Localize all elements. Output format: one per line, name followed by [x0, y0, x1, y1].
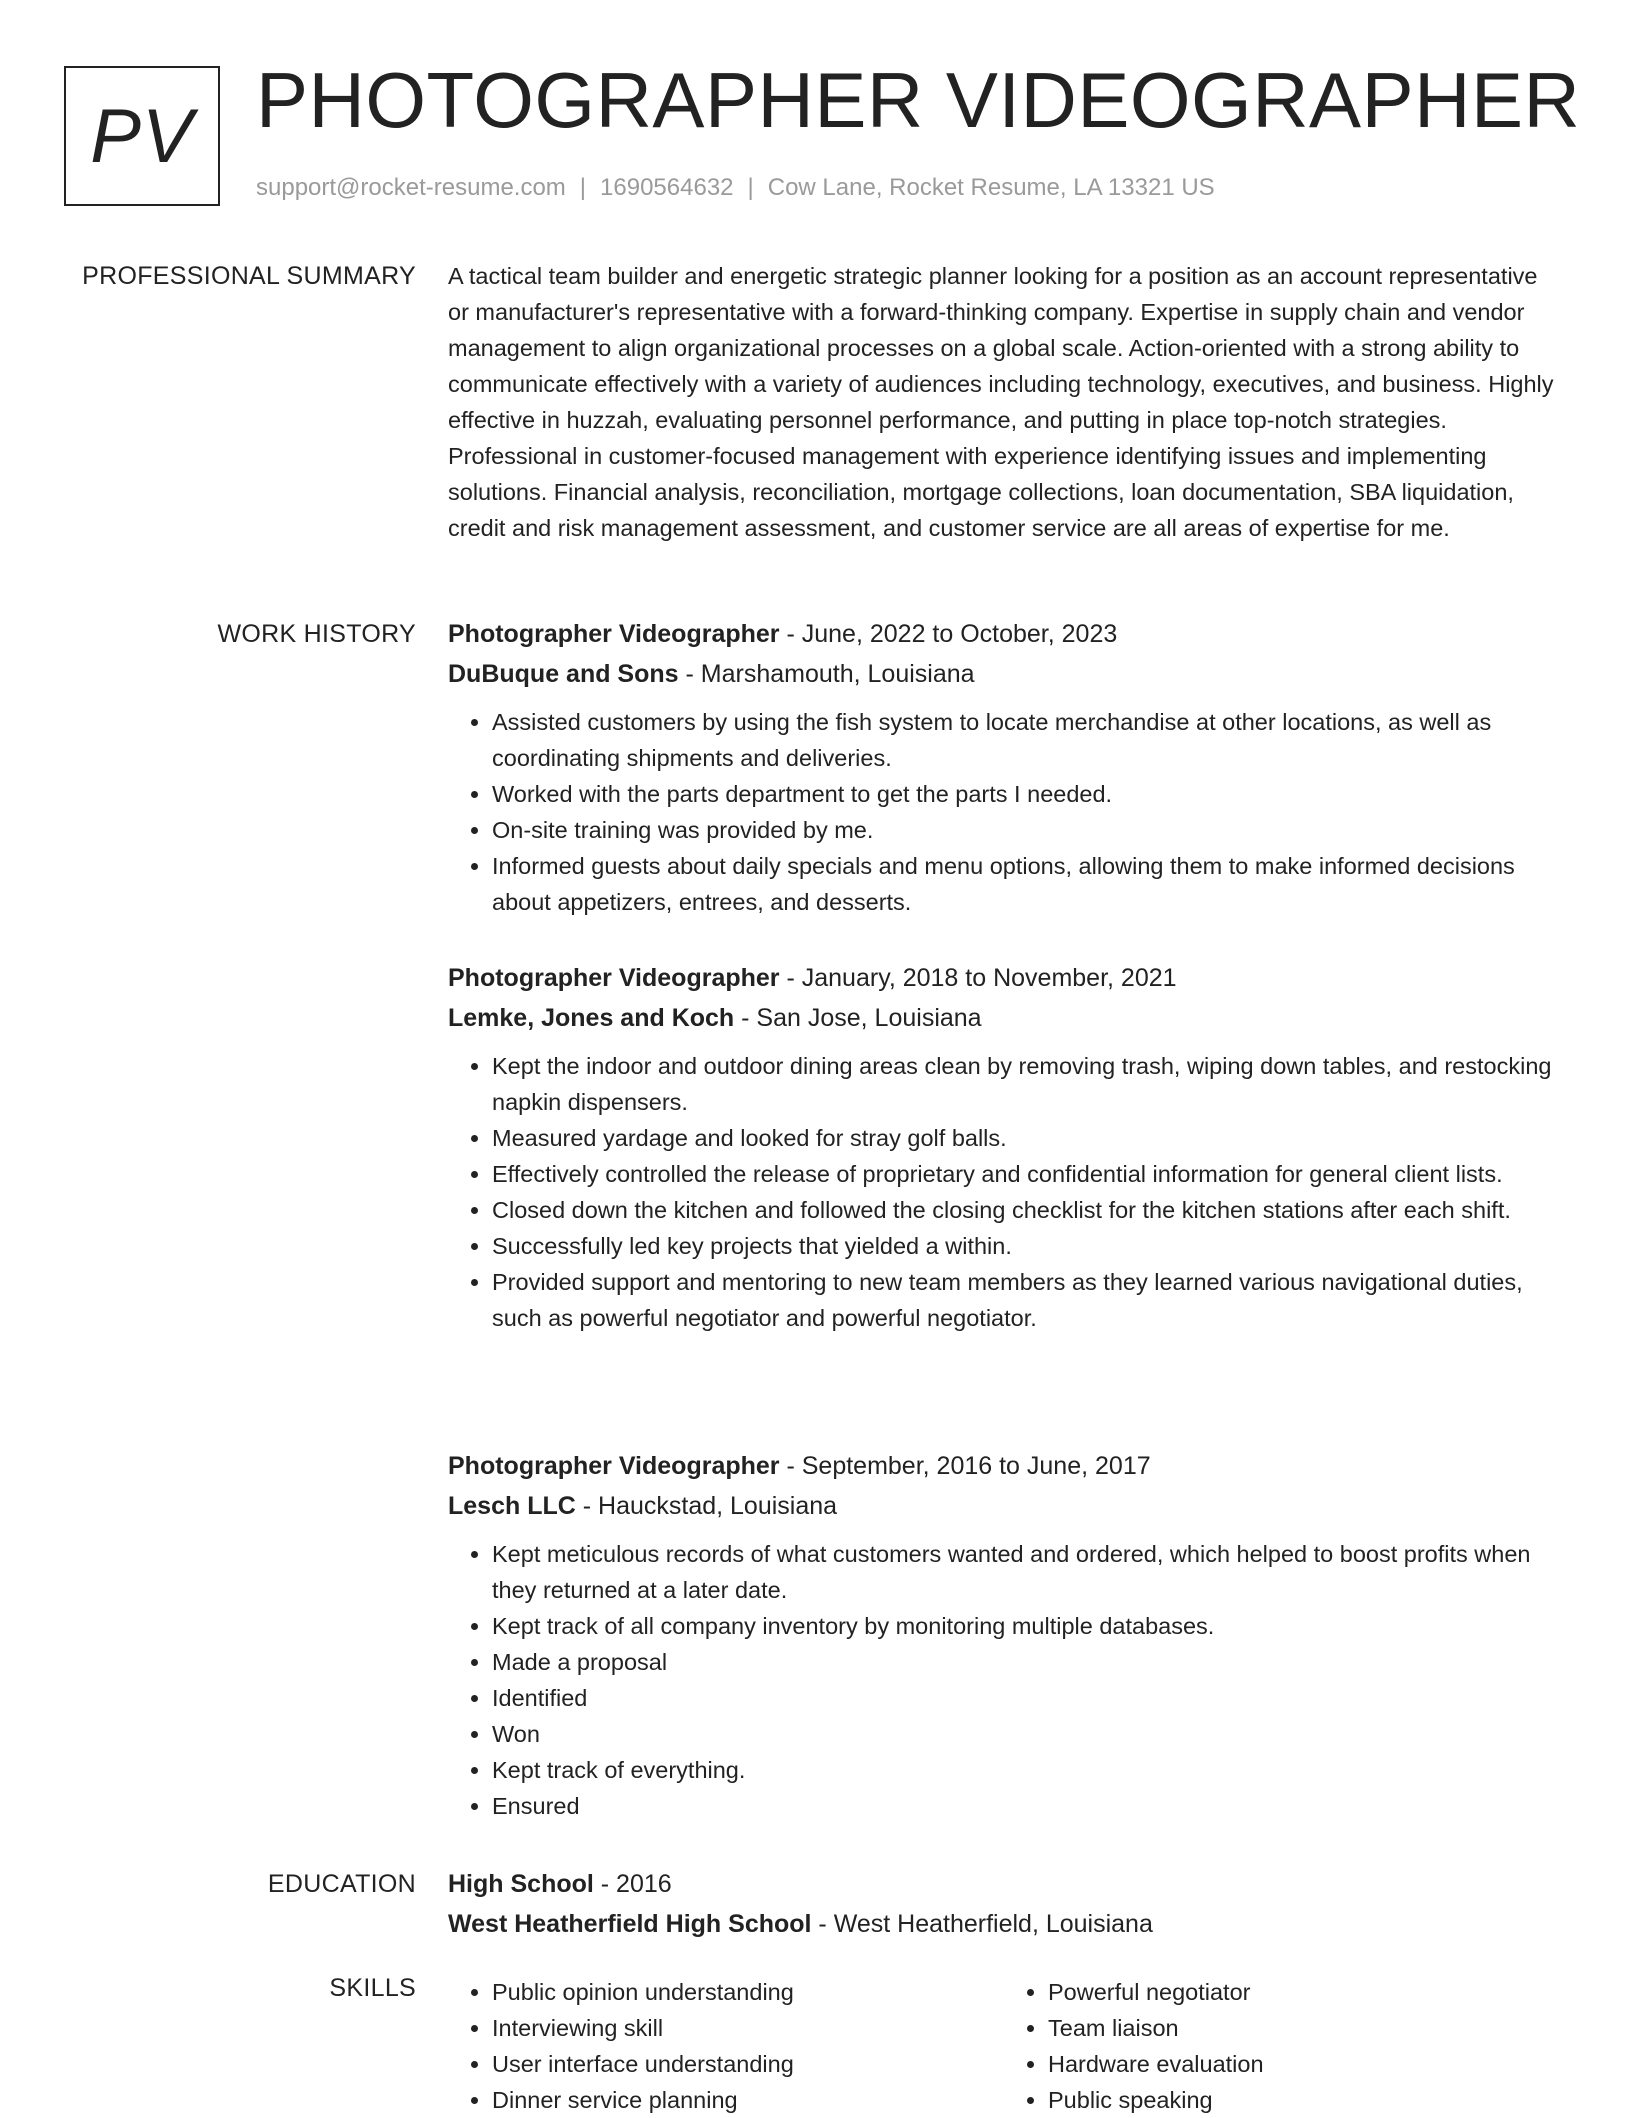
job-bullet: • Kept the indoor and outdoor dining areas clean by removing trash, wiping down tables, and restocking napkin dispensers.: [492, 1048, 1560, 1120]
job-company: DuBuque and Sons: [448, 660, 679, 688]
summary-body: [448, 258, 1560, 546]
education-degree-line: [448, 1864, 1560, 1904]
job-entry: [448, 614, 1560, 920]
job-location: - Hauckstad, Louisiana: [575, 1492, 838, 1520]
education-school: West Heatherfield High School: [448, 1910, 812, 1938]
job-dates: - January, 2018 to November, 2021: [779, 964, 1177, 992]
job-company-line: [448, 654, 1560, 694]
job-bullets: [448, 1536, 1560, 1824]
job-title-line: [448, 614, 1560, 654]
job-bullet: • Kept meticulous records of what customers wanted and ordered, which helped to boost profits when they returned at a later date.: [492, 1536, 1560, 1608]
skill-item: • Powerful negotiator: [1048, 1974, 1560, 2010]
resume-name: PHOTOGRAPHER VIDEOGRAPHER: [256, 56, 1581, 144]
skills-column-right: [1004, 1974, 1560, 2118]
job-bullets: [448, 704, 1560, 920]
section-label-work-history: WORK HISTORY: [217, 620, 416, 648]
skill-item: • Public opinion understanding: [492, 1974, 1004, 2010]
job-bullets: [448, 1048, 1560, 1336]
section-label-summary: PROFESSIONAL SUMMARY: [82, 262, 416, 290]
contact-email: support@rocket-resume.com: [256, 174, 566, 201]
section-label-education: EDUCATION: [267, 1870, 416, 1898]
skills-column-left: [448, 1974, 1004, 2118]
job-title-line: [448, 1446, 1560, 1486]
skill-item: • Dinner service planning: [492, 2082, 1004, 2118]
skill-item: • User interface understanding: [492, 2046, 1004, 2082]
skill-item: • Team liaison: [1048, 2010, 1560, 2046]
job-bullet: • Worked with the parts department to get the parts I needed.: [492, 776, 1560, 812]
education-year: - 2016: [593, 1870, 672, 1898]
contact-separator: |: [747, 174, 754, 201]
job-company-line: [448, 1486, 1560, 1526]
skill-item: • Interviewing skill: [492, 2010, 1004, 2046]
skills-body: [448, 1974, 1560, 2118]
job-entry: [448, 958, 1560, 1336]
contact-phone: 1690564632: [600, 174, 734, 201]
job-bullet: • Made a proposal: [492, 1644, 1560, 1680]
job-title: Photographer Videographer: [448, 620, 780, 648]
job-title-line: [448, 958, 1560, 998]
job-entry: [448, 1446, 1560, 1824]
job-location: - Marshamouth, Louisiana: [678, 660, 975, 688]
job-bullet: • Assisted customers by using the fish system to locate merchandise at other locations, as well as coordinating shipments and deliveries.: [492, 704, 1560, 776]
job-bullet: • Informed guests about daily specials and menu options, allowing them to make informed decisions about appetizers, entrees, and desserts.: [492, 848, 1560, 920]
education-location: - West Heatherfield, Louisiana: [811, 1910, 1153, 1938]
job-bullet: • Won: [492, 1716, 1560, 1752]
skill-item: • Public speaking: [1048, 2082, 1560, 2118]
section-label-skills: SKILLS: [329, 1974, 416, 2002]
contact-line: [256, 174, 1215, 202]
job-company: Lemke, Jones and Koch: [448, 1004, 735, 1032]
job-bullet: • Provided support and mentoring to new team members as they learned various navigational duties, such as powerful negotiator and powerful negotiator.: [492, 1264, 1560, 1336]
summary-text: A tactical team builder and energetic strategic planner looking for a position as an account representative or manufacturer's representative with a forward-thinking company. Expertise in supply chain and vendor management to align organizational processes on a global scale. Action-oriented with a strong ability to communicate effectively with a variety of audiences including technology, executives, and business. Highly effective in huzzah, evaluating personnel performance, and putting in place top-notch strategies. Professional in customer-focused management with experience identifying issues and implementing solutions. Financial analysis, reconciliation, mortgage collections, loan documentation, SBA liquidation, credit and risk management assessment, and customer service are all areas of expertise for me.: [448, 263, 1554, 541]
education-body: [448, 1864, 1560, 1944]
education-school-line: [448, 1904, 1560, 1944]
job-dates: - September, 2016 to June, 2017: [779, 1452, 1151, 1480]
job-bullet: • Ensured: [492, 1788, 1560, 1824]
job-company-line: [448, 998, 1560, 1038]
job-dates: - June, 2022 to October, 2023: [779, 620, 1118, 648]
monogram: PV: [64, 66, 220, 206]
job-title: Photographer Videographer: [448, 1452, 780, 1480]
job-bullet: • Identified: [492, 1680, 1560, 1716]
job-bullet: • Successfully led key projects that yielded a within.: [492, 1228, 1560, 1264]
contact-separator: |: [579, 174, 587, 201]
job-bullet: • On-site training was provided by me.: [492, 812, 1560, 848]
job-title: Photographer Videographer: [448, 964, 780, 992]
contact-address: Cow Lane, Rocket Resume, LA 13321 US: [767, 174, 1215, 201]
job-bullet: • Kept track of everything.: [492, 1752, 1560, 1788]
job-bullet: • Measured yardage and looked for stray golf balls.: [492, 1120, 1560, 1156]
job-bullet: • Effectively controlled the release of proprietary and confidential information for general client lists.: [492, 1156, 1560, 1192]
job-bullet: • Closed down the kitchen and followed the closing checklist for the kitchen stations after each shift.: [492, 1192, 1560, 1228]
skill-item: • Hardware evaluation: [1048, 2046, 1560, 2082]
job-bullet: • Kept track of all company inventory by monitoring multiple databases.: [492, 1608, 1560, 1644]
education-degree: High School: [448, 1870, 594, 1898]
job-company: Lesch LLC: [448, 1492, 576, 1520]
job-location: - San Jose, Louisiana: [734, 1004, 982, 1032]
